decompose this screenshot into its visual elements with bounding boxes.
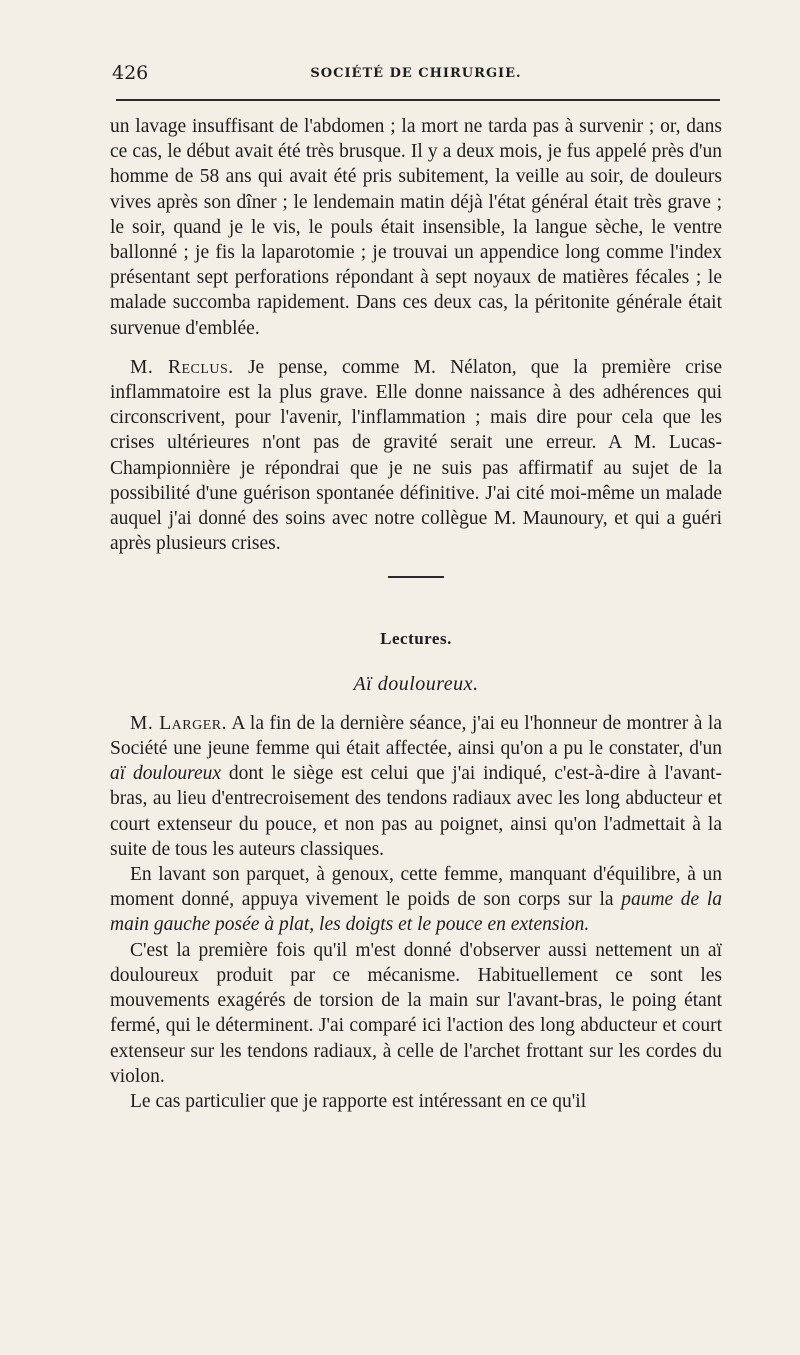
page-header bbox=[112, 62, 720, 86]
italic-phrase: paume de la main gauche posée à plat, les doigts et le pouce en extension. bbox=[110, 889, 723, 936]
body-text bbox=[110, 114, 722, 1114]
paragraph-text: A la fin de la dernière séance, j'ai eu l'honneur de montrer à la Société une jeune femme qui était affectée, ainsi qu'on a pu le constater, d'un bbox=[110, 712, 723, 760]
speaker-name: M. Larger. bbox=[130, 712, 227, 734]
paragraph-text: Le cas particulier que je rapporte est intéressant en ce qu'il bbox=[130, 1090, 587, 1112]
paragraph-text: dont le siège est celui que j'ai indiqué, c'est-à-dire à l'avant-bras, au lieu d'entrecroisement des tendons radiaux avec les long abducteur et court extenseur du pouce, et non pas au poignet, ainsi qu'on l'admettait à la suite de tous les auteurs classiques. bbox=[110, 763, 722, 860]
page-number: 426 bbox=[112, 62, 149, 84]
header-rule bbox=[116, 99, 720, 101]
running-title: SOCIÉTÉ DE CHIRURGIE. bbox=[310, 66, 522, 81]
paragraph-text: Je pense, comme M. Nélaton, que la première crise inflammatoire est la plus grave. Elle donne naissance à des adhérences qui circonscrivent, pour l'avenir, l'inflammation ; mais dire pour cela que les crises ultérieures n'ont pas de gravité serait une erreur. A M. Lucas-Championnière je répondrai que je ne suis pas affirmatif au sujet de la possibilité d'une guérison spontanée définitive. J'ai cité moi-même un malade auquel j'ai donné des soins avec notre collègue M. Maunoury, et qui a guéri après plusieurs crises. bbox=[110, 356, 722, 555]
paragraph-continuation bbox=[110, 114, 722, 341]
paragraph-reclus bbox=[110, 355, 722, 557]
paragraph-text: un lavage insuffisant de l'abdomen ; la mort ne tarda pas à survenir ; or, dans ce cas, le début avait été très brusque. Il y a deux mois, je fus appelé près d'un homme de 58 ans qui avait été pris subitement, la veille au soir, de douleurs vives après son dîner ; le lendemain matin déjà l'état général était très grave ; le soir, quand je le vis, le pouls était insensible, la langue sèche, le ventre ballonné ; je fis la laparotomie ; je trouvai un appendice long comme l'index présentant sept perforations répondant à sept noyaux de matières fécales ; le malade succomba rapidement. Dans ces deux cas, la péritonite générale était survenue d'emblée. bbox=[110, 116, 722, 339]
paragraph-final bbox=[110, 1089, 722, 1114]
paragraph-text: C'est la première fois qu'il m'est donné d'observer aussi nettement un aï douloureux produit par ce mécanisme. Habituellement ce sont les mouvements exagérés de torsion de la main sur l'avant-bras, le poing étant fermé, qui le déterminent. J'ai comparé ici l'action des long abducteur et court extenseur sur les tendons radiaux, à celle de l'archet frottant sur les cordes du violon. bbox=[110, 939, 722, 1087]
paragraph-gap bbox=[110, 341, 722, 355]
paragraph-text: En lavant son parquet, à genoux, cette femme, manquant d'équilibre, à un moment donné, appuya vivement le poids de son corps sur la bbox=[110, 864, 722, 911]
section-subtitle: Aï douloureux. bbox=[353, 672, 479, 695]
speaker-name: M. Reclus. bbox=[130, 356, 234, 378]
italic-term: aï douloureux bbox=[110, 763, 222, 785]
paragraph-larger bbox=[110, 711, 722, 862]
paragraph-observation bbox=[110, 938, 722, 1089]
section-title: Lectures. bbox=[380, 629, 452, 649]
section-separator bbox=[388, 576, 444, 578]
paragraph-mechanism bbox=[110, 862, 722, 938]
